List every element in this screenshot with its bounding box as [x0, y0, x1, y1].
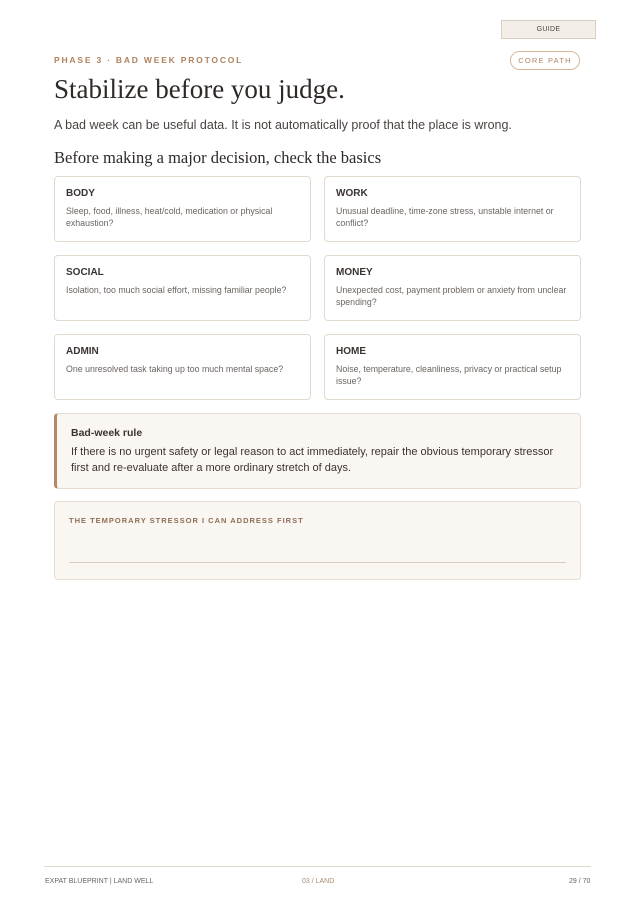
card-text: Unusual deadline, time-zone stress, unstable internet or conflict?: [336, 206, 554, 228]
rule-title: Bad-week rule: [71, 427, 143, 439]
phase-label: PHASE 3 · BAD WEEK PROTOCOL: [54, 55, 244, 65]
footer-page-number: 29 / 70: [569, 878, 591, 885]
basics-card-admin: [54, 334, 311, 400]
guide-tag: GUIDE: [501, 20, 596, 39]
card-title: WORK: [336, 188, 368, 199]
stressor-write-line[interactable]: [69, 562, 566, 563]
stressor-label: THE TEMPORARY STRESSOR I CAN ADDRESS FIRST: [69, 516, 304, 525]
page-title: Stabilize before you judge.: [54, 74, 345, 104]
card-title: BODY: [66, 188, 95, 199]
card-text: Noise, temperature, cleanliness, privacy or practical setup issue?: [336, 364, 562, 386]
bad-week-rule-callout: [54, 413, 581, 489]
core-path-badge: CORE PATH: [510, 51, 580, 70]
card-title: MONEY: [336, 267, 373, 278]
basics-card-home: [324, 334, 581, 400]
card-title: HOME: [336, 346, 366, 357]
footer-left: EXPAT BLUEPRINT | LAND WELL: [45, 878, 154, 885]
card-text: Sleep, food, illness, heat/cold, medication or physical exhaustion?: [66, 206, 273, 228]
rule-text: If there is no urgent safety or legal reason to act immediately, repair the obvious temporary stressor first and re-evaluate after a more ordinary stretch of days.: [71, 446, 554, 474]
card-text: One unresolved task taking up too much mental space?: [66, 364, 284, 374]
card-text: Unexpected cost, payment problem or anxiety from unclear spending?: [336, 285, 567, 307]
footer-center: 03 / LAND: [302, 878, 335, 885]
basics-card-work: [324, 176, 581, 242]
basics-card-money: [324, 255, 581, 321]
intro-text: A bad week can be useful data. It is not automatically proof that the place is wrong.: [54, 118, 512, 132]
card-text: Isolation, too much social effort, missing familiar people?: [66, 285, 287, 295]
basics-card-body: [54, 176, 311, 242]
card-title: ADMIN: [66, 346, 99, 357]
basics-card-social: [54, 255, 311, 321]
basics-heading: Before making a major decision, check the basics: [54, 148, 382, 167]
card-title: SOCIAL: [66, 267, 104, 278]
footer-divider: [44, 866, 591, 867]
stressor-writing-box: [54, 501, 581, 580]
